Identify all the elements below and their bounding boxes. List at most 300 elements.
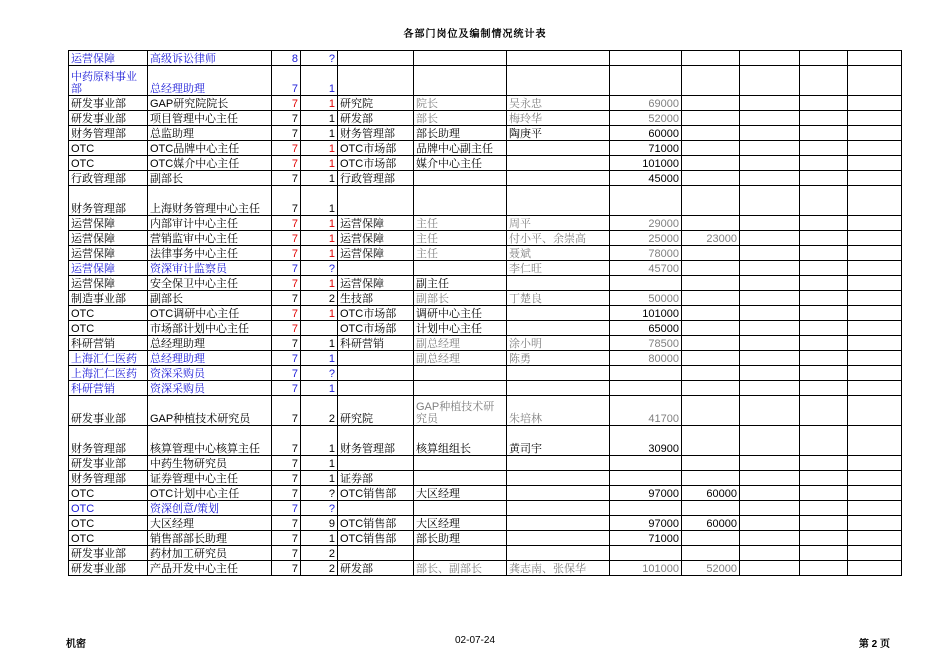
headcount-cell: 1 [301,66,338,96]
salary2-cell [682,276,740,291]
salary2-cell [682,306,740,321]
current-title-cell [414,51,507,66]
blank-cell [800,51,848,66]
blank-cell [740,486,800,501]
dept-cell: 研发事业部 [69,96,148,111]
table-row [69,471,902,486]
dept-cell: 研发事业部 [69,456,148,471]
table-row [69,531,902,546]
salary-cell: 78000 [610,246,682,261]
salary2-cell [682,471,740,486]
name-cell: 黄司宇 [507,426,610,456]
quota-cell: 7 [272,381,301,396]
salary-cell: 25000 [610,231,682,246]
name-cell: 涂小明 [507,336,610,351]
table-row [69,501,902,516]
blank-cell [740,231,800,246]
name-cell [507,531,610,546]
blank-cell [740,216,800,231]
headcount-cell: 1 [301,381,338,396]
blank-cell [740,561,800,576]
dept-cell: 运营保障 [69,261,148,276]
table-row [69,216,902,231]
quota-cell: 7 [272,471,301,486]
salary-cell [610,186,682,216]
post-cell: 药材加工研究员 [148,546,272,561]
salary-cell: 41700 [610,396,682,426]
blank-cell [740,291,800,306]
blank-cell [800,276,848,291]
name-cell: 周平 [507,216,610,231]
post-cell: 法律事务中心主任 [148,246,272,261]
blank-cell [800,456,848,471]
post-cell: 营销监审中心主任 [148,231,272,246]
blank-cell [740,246,800,261]
name-cell [507,51,610,66]
quota-cell: 7 [272,321,301,336]
name-cell: 吴永忠 [507,96,610,111]
salary-cell [610,66,682,96]
current-title-cell: 大区经理 [414,486,507,501]
blank-cell [848,366,902,381]
table-row [69,126,902,141]
headcount-cell: 1 [301,351,338,366]
blank-cell [740,501,800,516]
blank-cell [800,126,848,141]
salary-cell [610,471,682,486]
blank-cell [848,561,902,576]
headcount-cell: 1 [301,306,338,321]
name-cell [507,516,610,531]
salary-cell: 30900 [610,426,682,456]
blank-cell [800,186,848,216]
name-cell [507,366,610,381]
dept-cell: 运营保障 [69,51,148,66]
blank-cell [848,426,902,456]
current-dept-cell: OTC市场部 [338,306,414,321]
blank-cell [800,246,848,261]
salary-cell: 101000 [610,561,682,576]
blank-cell [740,66,800,96]
headcount-cell: 1 [301,336,338,351]
table-row [69,546,902,561]
table-row [69,426,902,456]
dept-cell: OTC [69,501,148,516]
table-row [69,186,902,216]
dept-cell: OTC [69,516,148,531]
current-title-cell [414,66,507,96]
blank-cell [740,456,800,471]
name-cell [507,486,610,501]
salary2-cell [682,96,740,111]
name-cell [507,546,610,561]
blank-cell [848,66,902,96]
name-cell [507,381,610,396]
current-dept-cell: 科研营销 [338,336,414,351]
current-title-cell: 部长 [414,111,507,126]
salary-cell [610,456,682,471]
table-row [69,381,902,396]
current-dept-cell: 研究院 [338,396,414,426]
quota-cell: 7 [272,561,301,576]
current-title-cell: 部长助理 [414,126,507,141]
blank-cell [800,111,848,126]
blank-cell [800,486,848,501]
current-title-cell [414,186,507,216]
quota-cell: 7 [272,66,301,96]
blank-cell [800,351,848,366]
blank-cell [740,531,800,546]
salary-cell [610,501,682,516]
post-cell: 上海财务管理中心主任 [148,186,272,216]
salary-cell: 97000 [610,486,682,501]
table-row [69,351,902,366]
post-cell: 市场部计划中心主任 [148,321,272,336]
salary2-cell [682,141,740,156]
current-dept-cell: 运营保障 [338,276,414,291]
dept-cell: 科研营销 [69,336,148,351]
blank-cell [800,171,848,186]
salary-cell: 97000 [610,516,682,531]
name-cell [507,456,610,471]
blank-cell [800,546,848,561]
post-cell: 中药生物研究员 [148,456,272,471]
blank-cell [848,126,902,141]
current-title-cell: 核算组组长 [414,426,507,456]
name-cell [507,186,610,216]
blank-cell [740,141,800,156]
current-title-cell [414,261,507,276]
blank-cell [800,291,848,306]
blank-cell [848,501,902,516]
blank-cell [740,471,800,486]
salary-cell: 101000 [610,306,682,321]
name-cell: 丁楚良 [507,291,610,306]
dept-cell: OTC [69,156,148,171]
blank-cell [800,216,848,231]
dept-cell: 财务管理部 [69,126,148,141]
headcount-cell: ? [301,51,338,66]
quota-cell: 8 [272,51,301,66]
post-cell: 资深采购员 [148,381,272,396]
quota-cell: 7 [272,546,301,561]
current-title-cell: GAP种植技术研究员 [414,396,507,426]
post-cell: OTC品牌中心主任 [148,141,272,156]
table-row [69,156,902,171]
table-row [69,306,902,321]
salary2-cell [682,321,740,336]
blank-cell [800,471,848,486]
headcount-cell: 1 [301,426,338,456]
current-title-cell [414,456,507,471]
blank-cell [848,321,902,336]
blank-cell [740,156,800,171]
blank-cell [848,291,902,306]
name-cell: 聂斌 [507,246,610,261]
quota-cell: 7 [272,291,301,306]
salary2-cell [682,456,740,471]
post-cell: 内部审计中心主任 [148,216,272,231]
headcount-cell: ? [301,261,338,276]
post-cell: 资深创意/策划 [148,501,272,516]
dept-cell: 运营保障 [69,231,148,246]
salary-cell [610,546,682,561]
headcount-cell: 2 [301,561,338,576]
dept-cell: 财务管理部 [69,471,148,486]
blank-cell [740,546,800,561]
quota-cell: 7 [272,171,301,186]
quota-cell: 7 [272,306,301,321]
headcount-cell: 1 [301,216,338,231]
blank-cell [740,321,800,336]
post-cell: 总监助理 [148,126,272,141]
table-row [69,261,902,276]
headcount-cell: 1 [301,531,338,546]
table-row [69,336,902,351]
blank-cell [740,111,800,126]
blank-cell [740,516,800,531]
current-dept-cell: 生技部 [338,291,414,306]
blank-cell [848,96,902,111]
blank-cell [848,186,902,216]
blank-cell [740,96,800,111]
blank-cell [848,246,902,261]
current-dept-cell [338,501,414,516]
blank-cell [800,396,848,426]
blank-cell [740,366,800,381]
salary-cell: 45000 [610,171,682,186]
dept-cell: 运营保障 [69,276,148,291]
page-title: 各部门岗位及编制情况统计表 [403,29,547,40]
table-row [69,291,902,306]
post-cell: OTC计划中心主任 [148,486,272,501]
dept-cell: 研发事业部 [69,546,148,561]
salary-cell: 52000 [610,111,682,126]
blank-cell [800,531,848,546]
quota-cell: 7 [272,516,301,531]
name-cell [507,276,610,291]
current-dept-cell [338,366,414,381]
post-cell: 高级诉讼律师 [148,51,272,66]
post-cell: 大区经理 [148,516,272,531]
blank-cell [848,51,902,66]
headcount-cell: 1 [301,156,338,171]
blank-cell [740,381,800,396]
salary2-cell [682,426,740,456]
current-dept-cell: 研发部 [338,561,414,576]
current-title-cell: 大区经理 [414,516,507,531]
salary2-cell [682,531,740,546]
blank-cell [740,51,800,66]
post-cell: 项目管理中心主任 [148,111,272,126]
blank-cell [848,216,902,231]
current-title-cell: 副主任 [414,276,507,291]
current-title-cell: 副总经理 [414,351,507,366]
salary2-cell [682,291,740,306]
salary-cell [610,366,682,381]
quota-cell: 7 [272,96,301,111]
current-title-cell [414,546,507,561]
current-dept-cell: 行政管理部 [338,171,414,186]
table-row [69,366,902,381]
blank-cell [800,156,848,171]
blank-cell [848,261,902,276]
table-row [69,141,902,156]
salary2-cell [682,336,740,351]
headcount-cell: 1 [301,96,338,111]
name-cell [507,501,610,516]
current-title-cell [414,501,507,516]
blank-cell [800,336,848,351]
headcount-cell: 1 [301,126,338,141]
headcount-cell: ? [301,501,338,516]
quota-cell: 7 [272,396,301,426]
blank-cell [848,171,902,186]
blank-cell [848,381,902,396]
salary2-cell [682,126,740,141]
current-title-cell: 副部长 [414,291,507,306]
blank-cell [740,336,800,351]
blank-cell [848,231,902,246]
current-dept-cell: 研究院 [338,96,414,111]
table-row [69,96,902,111]
name-cell: 陶庚平 [507,126,610,141]
blank-cell [848,351,902,366]
dept-cell: 财务管理部 [69,186,148,216]
post-cell: GAP种植技术研究员 [148,396,272,426]
current-dept-cell: OTC市场部 [338,141,414,156]
blank-cell [800,261,848,276]
blank-cell [740,351,800,366]
blank-cell [800,366,848,381]
salary2-cell [682,246,740,261]
current-title-cell: 主任 [414,246,507,261]
salary-cell: 101000 [610,156,682,171]
quota-cell: 7 [272,336,301,351]
current-dept-cell [338,261,414,276]
dept-cell: 运营保障 [69,246,148,261]
headcount-cell: 1 [301,231,338,246]
salary-cell [610,381,682,396]
salary2-cell [682,396,740,426]
post-cell: 副部长 [148,291,272,306]
quota-cell: 7 [272,351,301,366]
blank-cell [800,381,848,396]
dept-cell: 上海汇仁医药 [69,351,148,366]
current-title-cell [414,471,507,486]
current-dept-cell [338,66,414,96]
print-date: 02-07-24 [454,635,496,646]
headcount-cell: 1 [301,456,338,471]
salary-cell [610,51,682,66]
name-cell [507,141,610,156]
current-dept-cell [338,546,414,561]
salary-cell: 71000 [610,141,682,156]
salary2-cell [682,156,740,171]
current-dept-cell: 运营保障 [338,231,414,246]
current-dept-cell [338,351,414,366]
blank-cell [740,261,800,276]
dept-cell: OTC [69,486,148,501]
table-row [69,231,902,246]
table-body [69,51,902,576]
salary2-cell [682,111,740,126]
current-title-cell: 主任 [414,216,507,231]
salary2-cell: 60000 [682,486,740,501]
current-dept-cell: 研发部 [338,111,414,126]
current-title-cell [414,171,507,186]
post-cell: 总经理助理 [148,336,272,351]
blank-cell [848,396,902,426]
name-cell: 付小平、余崇高 [507,231,610,246]
table-row [69,171,902,186]
dept-cell: 上海汇仁医药 [69,366,148,381]
dept-cell: 研发事业部 [69,111,148,126]
quota-cell: 7 [272,111,301,126]
quota-cell: 7 [272,501,301,516]
salary2-cell [682,51,740,66]
quota-cell: 7 [272,366,301,381]
salary-cell: 45700 [610,261,682,276]
headcount-cell: 1 [301,171,338,186]
salary2-cell [682,66,740,96]
quota-cell: 7 [272,486,301,501]
headcount-cell: 1 [301,111,338,126]
salary-cell: 29000 [610,216,682,231]
name-cell [507,321,610,336]
quota-cell: 7 [272,156,301,171]
blank-cell [848,141,902,156]
quota-cell: 7 [272,246,301,261]
salary-cell: 50000 [610,291,682,306]
table-row [69,66,902,96]
dept-cell: 研发事业部 [69,561,148,576]
salary-cell: 71000 [610,531,682,546]
post-cell: 总经理助理 [148,66,272,96]
blank-cell [848,336,902,351]
name-cell [507,66,610,96]
blank-cell [740,276,800,291]
salary2-cell [682,171,740,186]
headcount-cell: 1 [301,246,338,261]
current-title-cell: 部长助理 [414,531,507,546]
blank-cell [740,396,800,426]
dept-cell: 中药原料事业部 [69,66,148,96]
quota-cell: 7 [272,216,301,231]
current-dept-cell: OTC销售部 [338,486,414,501]
current-title-cell [414,366,507,381]
blank-cell [848,306,902,321]
current-dept-cell: 运营保障 [338,246,414,261]
blank-cell [800,501,848,516]
post-cell: 销售部部长助理 [148,531,272,546]
post-cell: 总经理助理 [148,351,272,366]
current-dept-cell [338,51,414,66]
current-dept-cell: OTC销售部 [338,516,414,531]
salary2-cell: 52000 [682,561,740,576]
salary2-cell [682,501,740,516]
page-number: 第 2 页 [858,639,890,650]
current-title-cell [414,381,507,396]
current-dept-cell [338,456,414,471]
dept-cell: 运营保障 [69,216,148,231]
blank-cell [848,546,902,561]
post-cell: 副部长 [148,171,272,186]
blank-cell [740,186,800,216]
dept-cell: 研发事业部 [69,396,148,426]
salary2-cell [682,351,740,366]
current-dept-cell [338,381,414,396]
